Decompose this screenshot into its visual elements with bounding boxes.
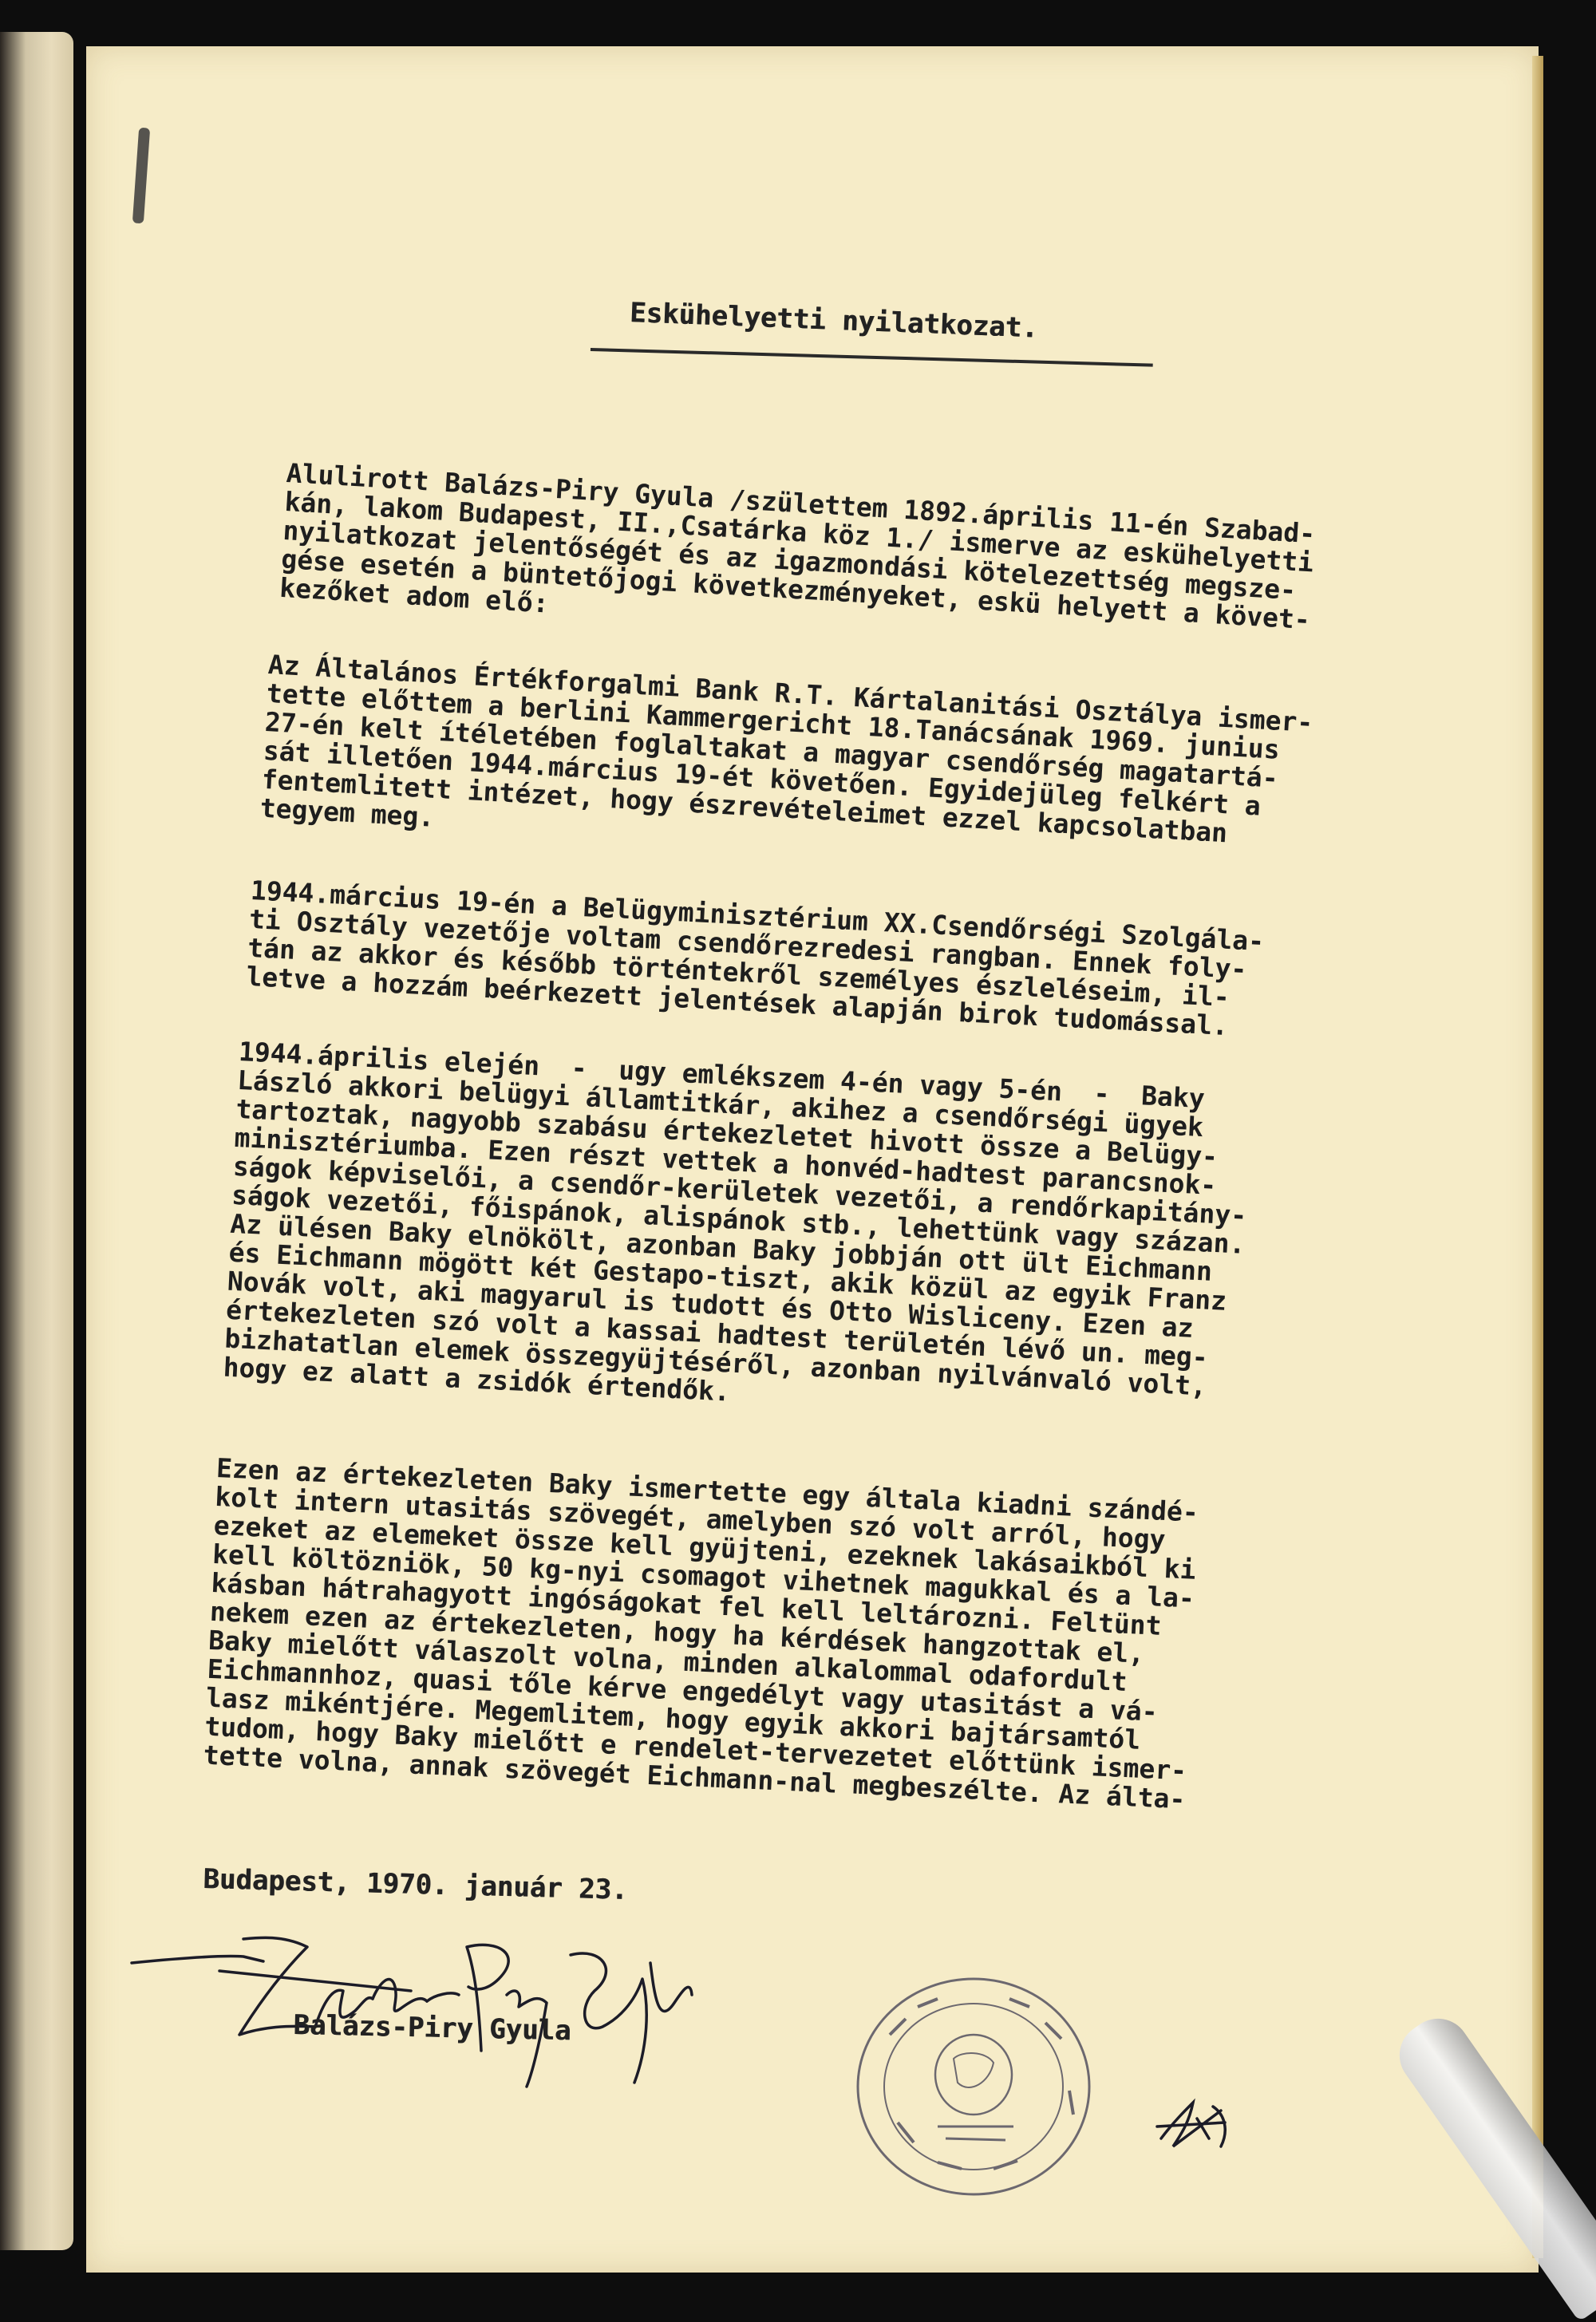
paragraph-meeting: 1944.április elején - ugy emlékszem 4-én vagy 5-én - Baky László akkori belügyi államtitkár, akihez a csendőrségi ügyek tartoztak, nagyobb szabásu értekezletet hivott össze a Belügy- minisztériumba. Ezen részt vettek a honvéd-hadtest parancsnok- ságok képviselői, a csendőr-kerületek vezetői, a rendőrkapitány- ságok vezetői, főispánok, alispánok stb., lehettünk vagy százan. Az ülésen Baky elnökölt, azonban Baky jobbján ott ült Eichmann és Eichmann mögött két Gestapo-tiszt, akik közül az egyik Franz Novák volt, aki magyarul is tudott és Otto Wisliceny. Ezen az értekezleten szó volt a kassai hadtest területén lévő un. meg- bizhatatlan elemek összegyüjtéséről, azonban nyilvánvaló volt, hogy ez alatt a zsidók értendők. — [222, 1036, 1248, 1408]
signature-icon — [124, 1915, 698, 2107]
paragraph-ministry: 1944.március 19-én a Belügyminisztérium XX.Csendőrségi Szolgála- ti Osztály vezetője voltam csendőrezredesi rangban. Ennek foly- tán az akkor és később történtekről személyes észleléseim, il- letve a hozzám beérkezett jelentések alapján birok tudomással. — [245, 875, 1266, 1042]
signer-name: Balázs-Piry Gyula — [293, 2009, 571, 2048]
paragraph-instruction: Ezen az értekezleten Baky ismertette egy általa kiadni szándé- kolt intern utasitás szövegét, amelyben szó volt arról, hogy ezeket az elemeket össze kell gyüjteni, ezeknek lakásaikból ki kell költözniök, 50 kg-nyi csomagot vihetnek magukkal és a la- kásban hátrahagyott ingóságokat fel kell leltározni. Feltünt nekem ezen az értekezleten, hogy ha kérdések hangzottak el, Baky mielőtt válaszolt volna, minden alkalommal odafordult Eichmannhoz, quasi tőle kérve engedélyt vagy utasitást a vá- lasz mikéntjére. Megemlitem, hogy egyik akkori bajtársamtól tudom, hogy Baky mielőtt e rendelet-tervezetet előttünk ismer- tette volna, annak szövegét Eichmann-nal megbeszélte. Az álta- — [202, 1452, 1199, 1815]
paragraph-intro: Alulirott Balázs-Piry Gyula /születtem 1892.április 11-én Szabad- kán, lakom Budapest, II.,Csatárka köz 1./ ismerve az eskühelyetti nyilatkozat jelentőségét és az igazmondási kötelezettség megsze- gése esetén a büntetőjogi következményeket, eskü helyett a követ- kezőket adom elő: — [279, 457, 1317, 636]
stamp-icon — [842, 1963, 1113, 2202]
page-stack-edge — [1532, 56, 1543, 2258]
paragraph-bank: Az Általános Értékforgalmi Bank R.T. Kártalanitási Osztálya ismer- tette előttem a berlini Kammergericht 18.Tanácsának 1969. junius 27-én kelt ítéletében foglaltakat a magyar csendőrség magatartá- sát illetően 1944.március 19-ét követően. Egyidejüleg felkért a fentemlitett intézet, hogy észrevételeimet ezzel kapcsolatban tegyem meg. — [259, 649, 1314, 849]
document-title: Eskühelyetti nyilatkozat. — [629, 297, 1039, 345]
initials-icon — [1149, 2091, 1245, 2154]
adjacent-page-edge — [0, 32, 73, 2250]
place-and-date: Budapest, 1970. január 23. — [202, 1863, 629, 1906]
